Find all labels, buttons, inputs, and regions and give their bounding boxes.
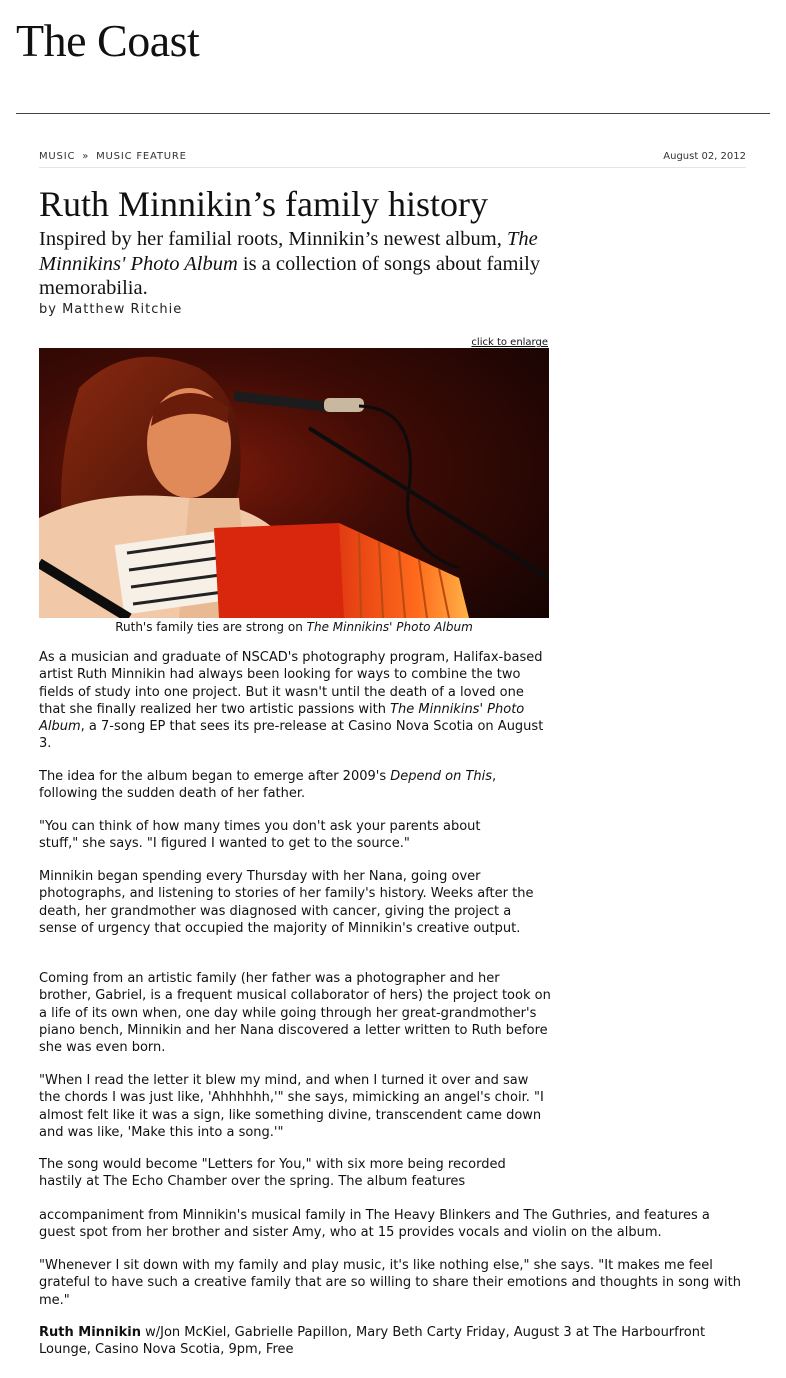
article-paragraph-5: Coming from an artistic family (her father was a photographer and her brother, Gabriel, is a frequent musical collaborator of hers) the project took on a life of its own when, one day while going through her great-grandmother's piano bench, Minnikin and her Nana discovered a letter written to Ruth before she was even born. bbox=[39, 971, 551, 1056]
p2-text-1: The idea for the album began to emerge after 2009's bbox=[39, 769, 391, 784]
article-paragraph-7: The song would become "Letters for You," with six more being recorded hastily at The Echo Chamber over the spring. The album features bbox=[39, 1157, 506, 1190]
dek-text-2: is a collection of songs about family memorabilia. bbox=[39, 252, 541, 299]
article-photo[interactable] bbox=[39, 348, 549, 618]
event-artist-name: Ruth Minnikin bbox=[39, 1325, 141, 1340]
p1-text-1: As a musician and graduate of NSCAD's photography program, Halifax-based artist Ruth Minnikin had always been looking for ways to combine the two fields of study into one project. But it wasn't until the death of a loved one that she finally realized her two artistic passions with bbox=[39, 650, 543, 717]
breadcrumb-separator: » bbox=[82, 151, 90, 162]
article-paragraph-8: accompaniment from Minnikin's musical family in The Heavy Blinkers and The Guthries, and features a guest spot from her brother and sister Amy, who at 15 provides vocals and violin on the album. bbox=[39, 1208, 710, 1241]
article-paragraph-3: "You can think of how many times you don't ask your parents about stuff," she says. "I figured I wanted to get to the source." bbox=[39, 819, 481, 852]
p1-album-title: The Minnikins' Photo Album bbox=[39, 701, 525, 735]
click-to-enlarge-link[interactable]: click to enlarge bbox=[471, 337, 548, 348]
site-logo[interactable]: The Coast bbox=[16, 15, 200, 66]
header-divider bbox=[39, 167, 746, 168]
article-paragraph-6: "When I read the letter it blew my mind, and when I turned it over and saw the chords I was just like, 'Ahhhhhh,'" she says, mimicking an angel's choir. "I almost felt like it was a sign, like something divine, transcendent came down and was like, 'Make this into a song.'" bbox=[39, 1073, 544, 1140]
breadcrumb-subsection-link[interactable]: MUSIC FEATURE bbox=[96, 151, 187, 162]
dek-album-title: The Minnikins' Photo Album bbox=[39, 228, 538, 275]
event-details: w/Jon McKiel, Gabrielle Papillon, Mary Beth Carty Friday, August 3 at The Harbourfront Lounge, Casino Nova Scotia, 9pm, Free bbox=[39, 1325, 706, 1358]
article-headline: Ruth Minnikin’s family history bbox=[39, 184, 489, 224]
article-paragraph-1 bbox=[39, 649, 551, 753]
photo-caption bbox=[39, 620, 549, 634]
article-byline[interactable]: by Matthew Ritchie bbox=[39, 302, 183, 317]
p2-text-2: , following the sudden death of her father. bbox=[39, 769, 497, 802]
article-paragraph-9: "Whenever I sit down with my family and play music, it's like nothing else," she says. "It makes me feel grateful to have such a creative family that are so willing to share their emotions and thoughts in song with me." bbox=[39, 1258, 741, 1308]
breadcrumb-section-link[interactable]: MUSIC bbox=[39, 151, 76, 162]
article-date: August 02, 2012 bbox=[663, 151, 746, 162]
article-paragraph-4: Minnikin began spending every Thursday with her Nana, going over photographs, and listening to stories of her family's history. Weeks after the death, her grandmother was diagnosed with cancer, giving the project a sense of urgency that occupied the majority of Minnikin's creative output. bbox=[39, 869, 534, 936]
caption-text: Ruth's family ties are strong on bbox=[115, 620, 307, 634]
article-dek bbox=[39, 227, 559, 301]
p2-album-title: Depend on This bbox=[390, 769, 493, 784]
dek-text-1: Inspired by her familial roots, Minnikin’s newest album, bbox=[39, 228, 508, 250]
performer-photo-illustration bbox=[39, 348, 549, 618]
caption-album-title: The Minnikins' Photo Album bbox=[306, 620, 473, 634]
article-event-info bbox=[39, 1324, 749, 1359]
article-paragraph-2 bbox=[39, 768, 551, 803]
p1-text-2: , a 7-song EP that sees its pre-release at Casino Nova Scotia on August 3. bbox=[39, 719, 544, 752]
masthead-divider bbox=[16, 113, 770, 114]
breadcrumb bbox=[39, 151, 187, 162]
